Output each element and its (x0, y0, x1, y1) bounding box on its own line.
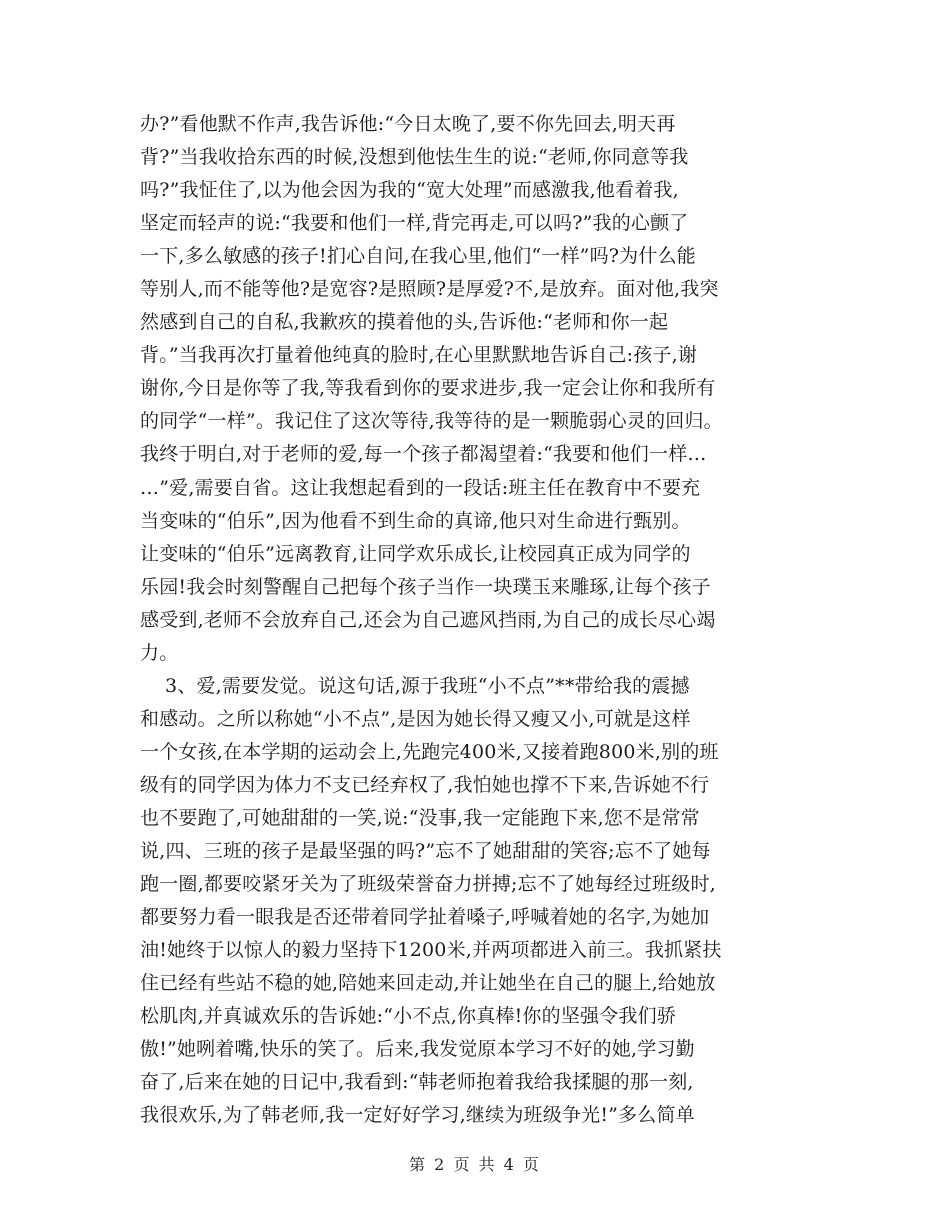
text-line: 3、爱,需要发觉。说这句话,源于我班“小不点”**带给我的震撼 (140, 674, 690, 697)
text-line: 也不要跑了,可她甜甜的一笑,说:“没事,我一定能跑下来,您不是常常 (140, 806, 700, 829)
text-line: 我很欢乐,为了韩老师,我一定好好学习,继续为班级争光!”多么简单 (140, 1104, 695, 1127)
text-line: 谢你,今日是你等了我,等我看到你的要求进步,我一定会让你和我所有 (140, 377, 716, 400)
text-line: 让变味的“伯乐”远离教育,让同学欢乐成长,让校园真正成为同学的 (140, 542, 691, 565)
text-line: 级有的同学因为体力不支已经弃权了,我怕她也撑不下来,告诉她不行 (140, 773, 710, 796)
text-line: 背?”当我收拾东西的时候,没想到他怯生生的说:“老师,你同意等我 (140, 146, 689, 169)
text-line: 和感动。之所以称她“小不点”,是因为她长得又瘦又小,可就是这样 (140, 707, 691, 730)
text-line: 等别人,而不能等他?是宽容?是照顾?是厚爱?不,是放弃。面对他,我突 (140, 278, 719, 301)
text-line: 力。 (140, 641, 179, 664)
text-line: 傲!”她咧着嘴,快乐的笑了。后来,我发觉原本学习不好的她,学习勤 (140, 1038, 695, 1061)
text-line: 说,四、三班的孩子是最坚强的吗?”忘不了她甜甜的笑容;忘不了她每 (140, 840, 711, 863)
text-line: 然感到自己的自私,我歉疚的摸着他的头,告诉他:“老师和你一起 (140, 311, 669, 334)
text-line: 一个女孩,在本学期的运动会上,先跑完400米,又接着跑800米,别的班 (140, 740, 719, 763)
text-line: 的同学“一样”。我记住了这次等待,我等待的是一颗脆弱心灵的回归。 (140, 410, 723, 433)
text-line: 背。”当我再次打量着他纯真的脸时,在心里默默地告诉自己:孩子,谢 (140, 344, 698, 367)
text-line: 吗?”我怔住了,以为他会因为我的“宽大处理”而感激我,他看着我, (140, 179, 679, 202)
document-body (140, 108, 820, 1132)
text-line: 都要努力看一眼我是否还带着同学扯着嗓子,呼喊着她的名字,为她加 (140, 906, 710, 929)
text-line: 坚定而轻声的说:“我要和他们一样,背完再走,可以吗?”我的心颤了 (140, 212, 689, 235)
text-line: 感受到,老师不会放弃自己,还会为自己遮风挡雨,为自己的成长尽心竭 (140, 608, 716, 631)
text-line: 松肌肉,并真诚欢乐的告诉她:“小不点,你真棒!你的坚强令我们骄 (140, 1005, 677, 1028)
text-line: 乐园!我会时刻警醒自己把每个孩子当作一块璞玉来雕琢,让每个孩子 (140, 575, 711, 598)
text-line: 我终于明白,对于老师的爱,每一个孩子都渴望着:“我要和他们一样… (140, 443, 707, 466)
text-line: 跑一圈,都要咬紧牙关为了班级荣誉奋力拼搏;忘不了她每经过班级时, (140, 873, 716, 896)
text-line: 办?”看他默不作声,我告诉他:“今日太晚了,要不你先回去,明天再 (140, 113, 676, 135)
text-line: 一下,多么敏感的孩子!扪心自问,在我心里,他们“一样”吗?为什么能 (140, 245, 696, 268)
text-line: 住已经有些站不稳的她,陪她来回走动,并让她坐在自己的腿上,给她放 (140, 972, 716, 995)
text-line: 奋了,后来在她的日记中,我看到:“韩老师抱着我给我揉腿的那一刻, (140, 1071, 694, 1094)
text-line: …”爱,需要自省。这让我想起看到的一段话:班主任在教育中不要充 (140, 476, 701, 499)
text-line: 当变味的“伯乐”,因为他看不到生命的真谛,他只对生命进行甄别。 (140, 509, 691, 532)
text-line: 油!她终于以惊人的毅力坚持下1200米,并两项都进入前三。我抓紧扶 (140, 939, 722, 962)
page-footer: 第 2 页 共 4 页 (409, 1155, 541, 1174)
